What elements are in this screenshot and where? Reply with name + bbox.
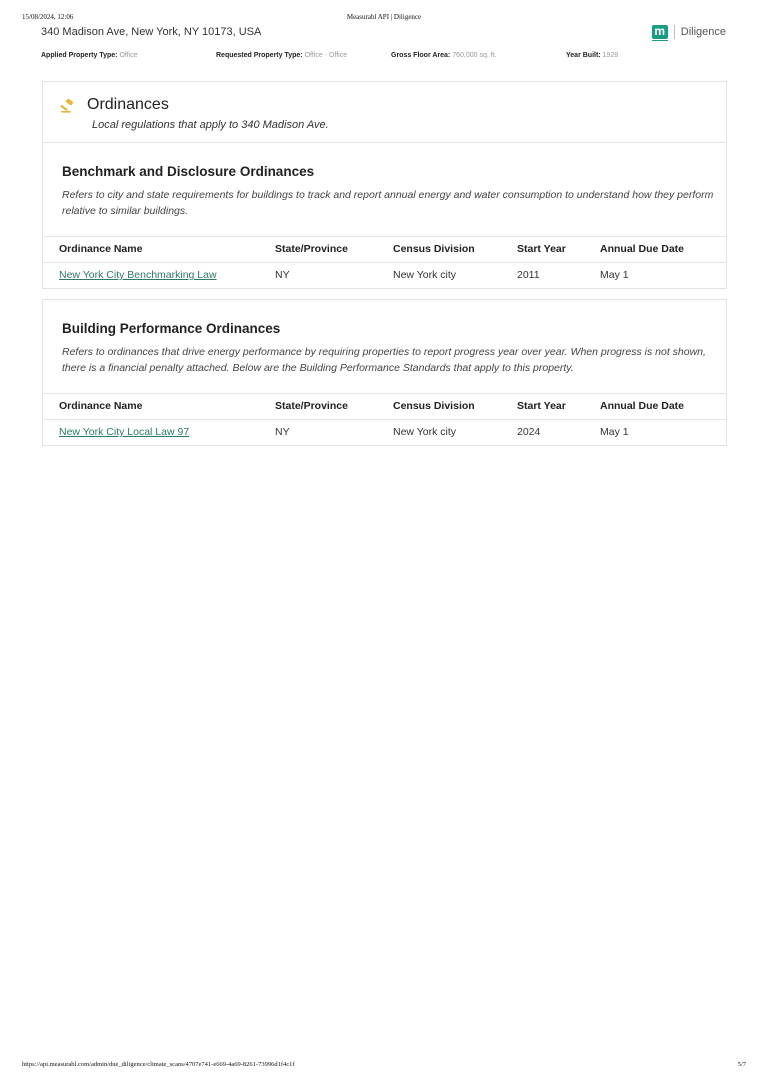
property-address: 340 Madison Ave, New York, NY 10173, USA (41, 26, 262, 38)
gross-floor-area (391, 52, 497, 59)
header-census-division: Census Division (393, 243, 475, 255)
print-datetime: 15/08/2024, 12:06 (22, 13, 74, 21)
ordinance-link[interactable]: New York City Benchmarking Law (59, 269, 217, 281)
ordinances-subtitle: Local regulations that apply to 340 Madison Ave. (92, 119, 329, 131)
benchmark-title: Benchmark and Disclosure Ordinances (62, 164, 315, 179)
print-header (22, 13, 746, 25)
header-annual-due-date: Annual Due Date (600, 400, 685, 412)
state-cell: NY (275, 426, 290, 438)
header-annual-due-date: Annual Due Date (600, 243, 685, 255)
print-title: Measurabl API | Diligence (346, 13, 422, 21)
due-date-cell: May 1 (600, 269, 629, 281)
performance-table (43, 393, 726, 445)
print-footer (22, 1061, 746, 1071)
table-row (43, 420, 726, 445)
measurabl-logo-icon: m (652, 25, 668, 39)
header-ordinance-name: Ordinance Name (59, 400, 143, 412)
performance-description: Refers to ordinances that drive energy performance by requiring properties to report progress year over year. When progress is not shown, there is a financial penalty attached. Below are the Building Performance Standards that apply to this property. (62, 346, 706, 374)
applied-property-type-label: Applied Property Type: (41, 52, 118, 59)
year-built-value: 1928 (602, 52, 619, 59)
benchmark-description: Refers to city and state requirements for buildings to track and report annual energy and water consumption to understand how they perform relative to similar buildings. (62, 189, 714, 217)
state-cell: NY (275, 269, 290, 281)
due-date-cell: May 1 (600, 426, 629, 438)
year-built-label: Year Built: (566, 52, 601, 59)
print-url: https://api.measurabl.com/admin/due_diligence/climate_scans/4707e741-e669-4a69-8261-73996d1f4c1f (22, 1061, 295, 1068)
table-header-row (43, 394, 726, 420)
benchmark-section (42, 142, 727, 289)
requested-property-type-value: Office - Office (304, 52, 348, 59)
table-header-row (43, 237, 726, 263)
brand-name: Diligence (680, 26, 726, 38)
header-ordinance-name: Ordinance Name (59, 243, 143, 255)
ordinance-link[interactable]: New York City Local Law 97 (59, 426, 190, 438)
header-state-province: State/Province (275, 400, 348, 412)
ordinances-header-card (42, 81, 727, 143)
header-census-division: Census Division (393, 400, 475, 412)
brand (652, 25, 726, 39)
property-summary (41, 52, 726, 64)
requested-property-type (216, 52, 347, 59)
performance-title: Building Performance Ordinances (62, 321, 281, 336)
applied-property-type-value: Office (119, 52, 138, 59)
census-cell: New York city (393, 269, 457, 281)
start-year-cell: 2024 (517, 426, 541, 438)
start-year-cell: 2011 (517, 269, 540, 281)
year-built (566, 52, 618, 59)
gavel-icon (60, 99, 76, 113)
performance-section (42, 299, 727, 446)
census-cell: New York city (393, 426, 457, 438)
gross-floor-area-label: Gross Floor Area: (391, 52, 451, 59)
ordinances-title: Ordinances (87, 96, 169, 113)
brand-divider (674, 25, 675, 39)
gross-floor-area-value: 760,000 sq. ft. (452, 52, 497, 59)
header-start-year: Start Year (517, 243, 566, 255)
requested-property-type-label: Requested Property Type: (216, 52, 303, 59)
benchmark-table (43, 236, 726, 288)
table-row (43, 263, 726, 288)
header-state-province: State/Province (275, 243, 348, 255)
header-start-year: Start Year (517, 400, 566, 412)
page-number: 5/7 (737, 1061, 746, 1068)
applied-property-type (41, 52, 138, 59)
